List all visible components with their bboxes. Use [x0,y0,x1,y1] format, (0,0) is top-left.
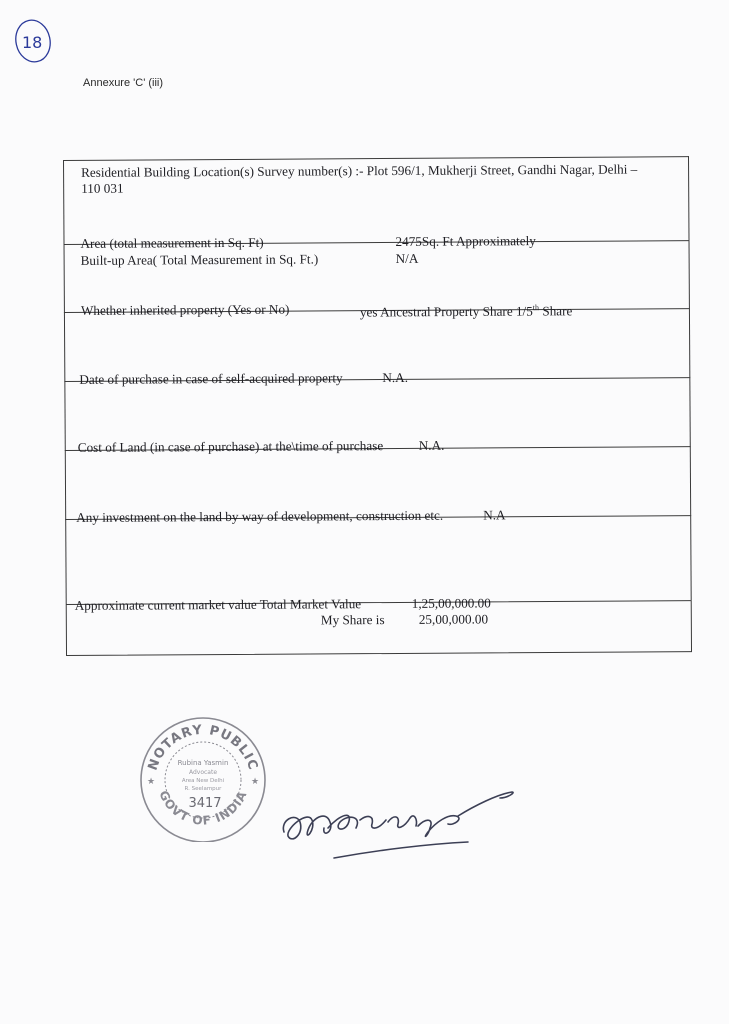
location-label-cont: 110 031 [81,180,124,196]
investment-value: N.A [483,507,506,523]
inherited-label: Whether inherited property (Yes or No) [80,301,290,318]
stamp-line3: Area New Delhi [181,778,225,784]
svg-text:★: ★ [147,776,156,786]
table-row-market-value [66,595,692,656]
built-up-area-value: N/A [395,250,419,266]
my-share-label: My Share is [320,612,385,628]
table-row-inherited [64,301,690,381]
notary-stamp [133,712,273,842]
svg-text:★: ★ [251,776,260,786]
stamp-bottom-text: GOVT OF INDIA [156,788,250,828]
built-up-area-label: Built-up Area( Total Measurement in Sq. Ft.) [80,251,319,268]
land-cost-label: Cost of Land (in case of purchase) at the\time of purchase [77,438,384,455]
location-label: Residential Building Location(s) Survey number(s) :- Plot 596/1, Mukherji Street, Gandhi Nagar, Delhi – [81,161,638,180]
table-row-investment [65,507,692,604]
purchase-date-label: Date of purchase in case of self-acquired property [79,370,343,387]
land-cost-value: N.A. [418,437,445,453]
page-number: 18 [22,33,43,52]
area-label: Area (total measurement in Sq. Ft) [80,234,264,251]
purchase-date-value: N.A. [382,369,409,386]
property-details-table [63,156,696,655]
stamp-number: 3417 [188,796,222,811]
market-value-label: Approximate current market value Total Market Value [74,596,362,613]
signature [278,770,528,870]
inherited-value: yes Ancestral Property Share 1/5th Share [359,303,573,320]
annexure-title: Annexure 'C' (iii) [83,77,164,89]
area-value: 2475Sq. Ft Approximately [395,233,536,249]
stamp-name: Rubina Yasmin [177,759,229,767]
table-row-location [63,156,690,244]
page-number-mark [12,18,52,64]
stamp-line2: Advocate [188,769,218,776]
stamp-top-text: NOTARY PUBLIC [145,722,261,773]
stamp-line4: R. Seelampur [184,786,222,792]
investment-label: Any investment on the land by way of development, construction etc. [76,507,444,525]
market-value-amount: 1,25,00,000.00 [411,595,491,611]
my-share-amount: 25,00,000.00 [418,611,489,627]
